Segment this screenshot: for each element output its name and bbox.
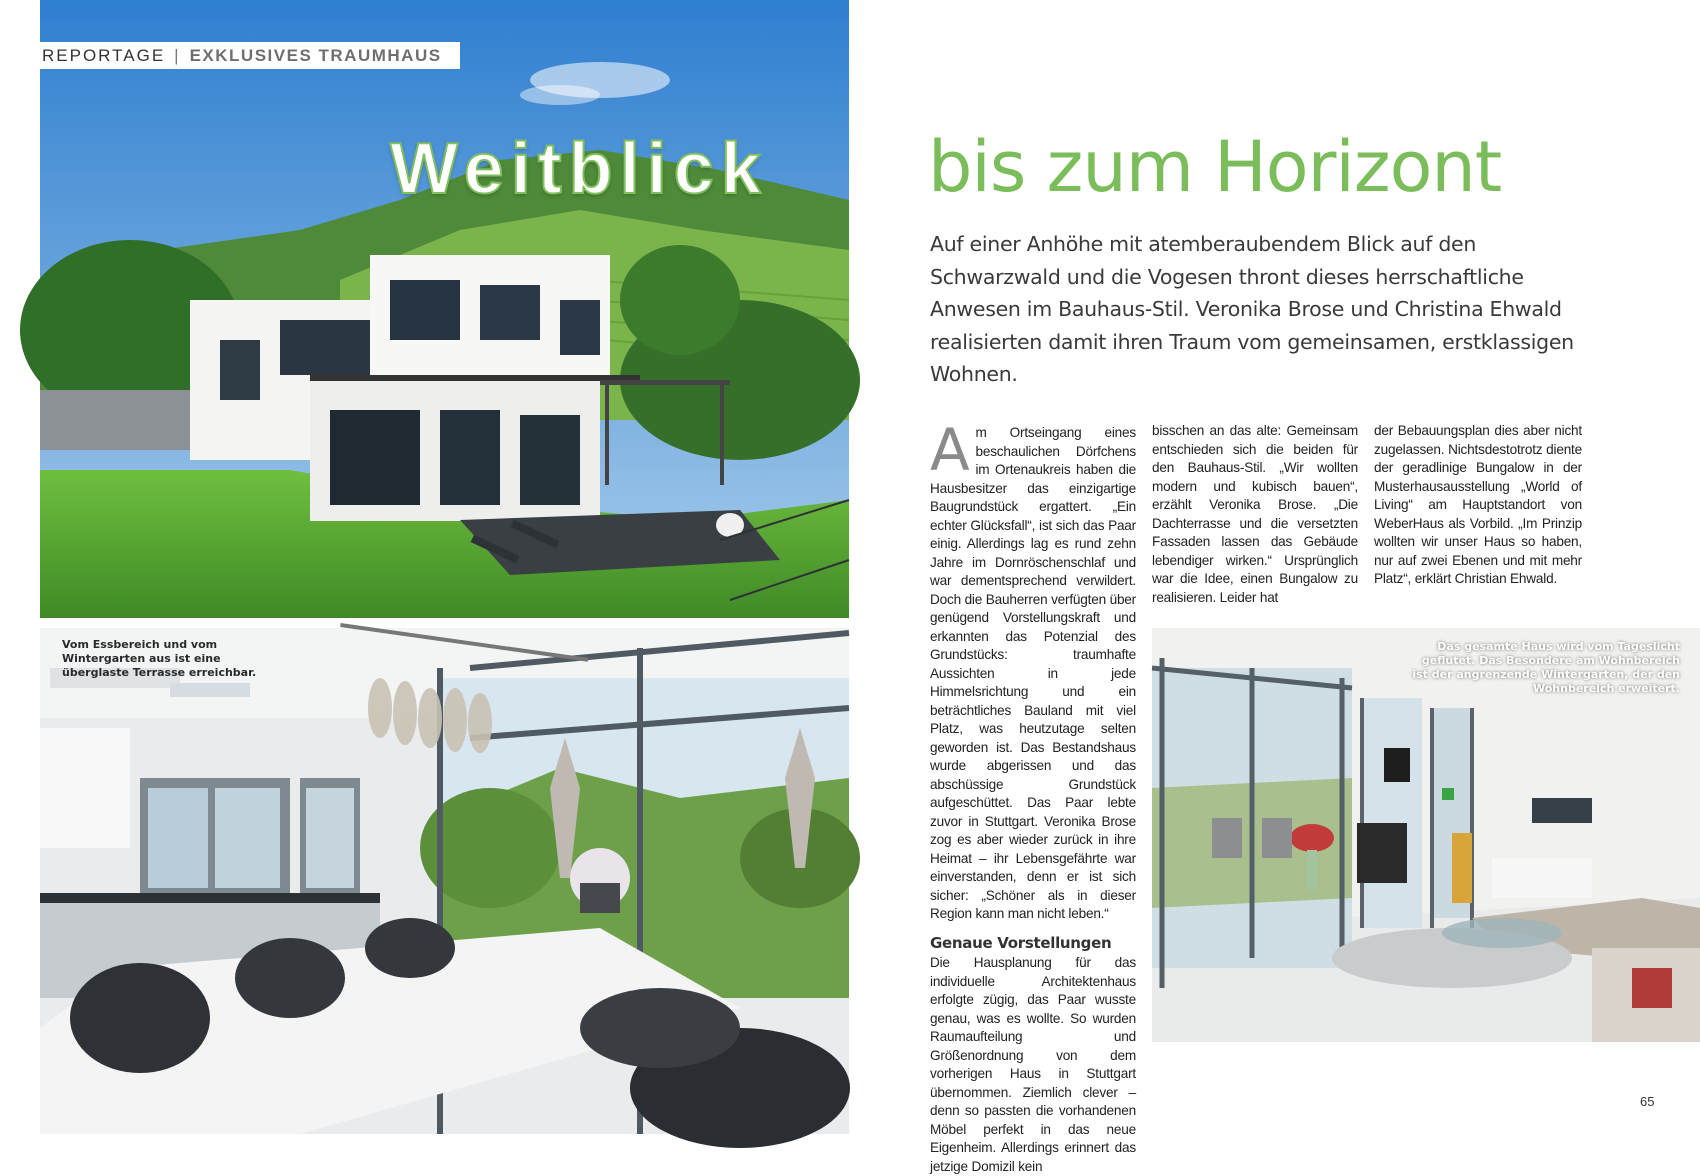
house-exterior-photo	[40, 0, 849, 618]
headline-part1: Weitblick	[390, 129, 768, 209]
body-column-1	[930, 416, 1136, 1176]
section-kicker	[40, 42, 460, 69]
paragraph-1	[930, 416, 1136, 924]
dining-room-photo	[40, 628, 849, 1134]
lead-paragraph: Auf einer Anhöhe mit atemberaubendem Blick auf den Schwarzwald und die Vogesen thront dieses herrschaftliche Anwesen im Bauhaus-Stil. Veronika Brose und Christina Ehwald realisierten damit ihren Traum vom gemeinsamen, erstklassigen Wohnen.	[930, 232, 1574, 386]
caption-living: Das gesamte Haus wird vom Tageslicht geflutet. Das Besondere am Wohnbereich ist der angrenzende Wintergarten, der den Wohnbereich erweitert.	[1412, 640, 1680, 695]
body-column-3	[1374, 422, 1582, 589]
headline-part2: bis zum Horizont	[928, 126, 1502, 208]
column-2-text: bisschen an das alte: Gemeinsam entschieden sich die beiden für den Bauhaus-Stil. „Wir wollten modern und kubisch bauen“, erzählt Veronika Brose. „Die Dachterrasse und die versetzten Fassaden lassen das Gebäude lebendiger wirken.“ Ursprünglich war die Idee, einen Bungalow zu realisieren. Leider hat	[1152, 423, 1358, 605]
caption-dining: Vom Essbereich und vom Wintergarten aus ist eine überglaste Terrasse erreichbar.	[62, 638, 257, 679]
column-3-text: der Bebauungsplan dies aber nicht zugelassen. Nichtsdestotrotz diente der geradlinige Bungalow in der Musterhausausstellung „World of Living“ am Hauptstandort von WeberHaus als Vorbild. „Im Prinzip wollten wir unser Haus so haben, nur auf zwei Ebenen und mit mehr Platz“, erklärt Christian Ehwald.	[1374, 423, 1582, 586]
kicker-separator: |	[174, 45, 181, 65]
dropcap: A	[930, 416, 970, 484]
body-column-2	[1152, 422, 1358, 607]
paragraph-1-text: m Ortseingang eines beschaulichen Dörfchens im Ortenaukreis haben die Hausbesitzer das einzigartige Baugrundstück ergattert. „Ein echter Glücksfall“, ist sich das Paar einig. Allerdings lag es rund zehn Jahre im Dornröschenschlaf und war dementsprechend verwildert. Doch die Bauherren verfügten über genügend Vorstellungskraft und erkannten das Potenzial des Grundstücks: traumhafte Aussichten in jede Himmelsrichtung und ein beträchtliches Bauland mit viel Platz, was heutzutage selten geworden ist. Das Bestandshaus wurde abgerissen und das abschüssige Grundstück aufgeschüttet. Das Paar lebte zuvor in Stuttgart. Veronika Brose zog es aber wieder zurück in ihre Heimat – ihr Lebensgefährte war einverstanden, denn er ist sich sicher: „Schöner als in dieser Region kann man nicht leben.“	[930, 425, 1136, 921]
kicker-topic: EXKLUSIVES TRAUMHAUS	[189, 45, 442, 65]
kicker-section: REPORTAGE	[42, 45, 166, 65]
paragraph-2: Die Hausplanung für das individuelle Architektenhaus erfolgte zügig, das Paar wusste genau, was es wollte. So wurden Raumaufteilung und Größenordnung von dem vorherigen Haus in Stuttgart übernommen. Ziemlich clever – denn so passten die vorhandenen Möbel perfekt in das neue Eigenheim. Allerdings erinnert das jetzige Domizil kein	[930, 955, 1136, 1174]
page-number: 65	[1640, 1094, 1655, 1109]
subhead: Genaue Vorstellungen	[930, 933, 1112, 952]
